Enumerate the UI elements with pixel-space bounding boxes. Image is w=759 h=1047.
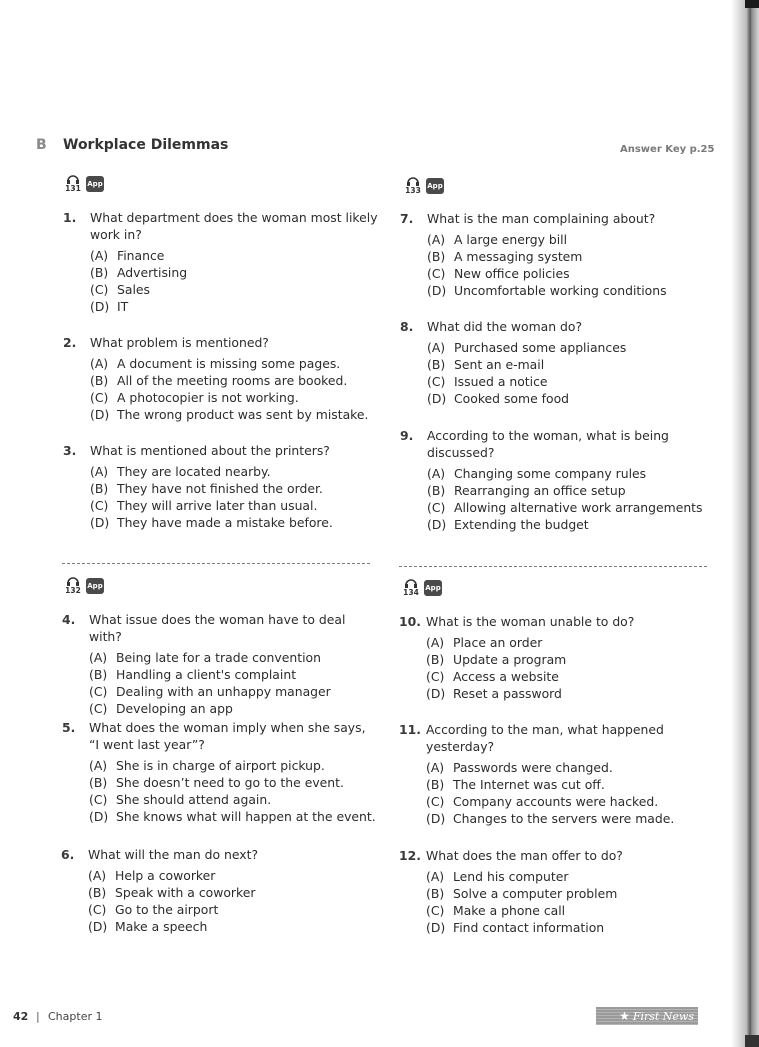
question-number: 11. bbox=[399, 722, 421, 737]
option-text: A document is missing some pages. bbox=[117, 356, 341, 371]
option-text: Rearranging an office setup bbox=[454, 483, 626, 498]
option-letter: (C) bbox=[426, 669, 445, 684]
option-text: They are located nearby. bbox=[117, 464, 271, 479]
app-icon: App bbox=[424, 580, 442, 596]
audio-track-badge bbox=[402, 579, 442, 597]
answer-option bbox=[90, 389, 375, 406]
option-text: Developing an app bbox=[116, 701, 233, 716]
answer-option bbox=[89, 808, 376, 825]
option-text: Advertising bbox=[117, 265, 188, 280]
option-text: They have made a mistake before. bbox=[117, 515, 333, 530]
option-text: Find contact information bbox=[453, 920, 605, 935]
option-text: Make a phone call bbox=[453, 903, 566, 918]
option-text: Help a coworker bbox=[115, 868, 216, 883]
option-letter: (C) bbox=[89, 701, 108, 716]
answer-option bbox=[90, 355, 375, 372]
answer-option bbox=[427, 516, 712, 533]
option-letter: (B) bbox=[426, 777, 445, 792]
option-text: Sales bbox=[117, 282, 150, 297]
option-letter: (D) bbox=[90, 515, 110, 530]
page-number: 42 bbox=[13, 1010, 29, 1023]
answer-option bbox=[426, 810, 711, 827]
option-letter: (D) bbox=[426, 920, 446, 935]
option-text: Sent an e-mail bbox=[454, 357, 545, 372]
answer-option bbox=[427, 465, 712, 482]
option-text: Being late for a trade convention bbox=[116, 650, 321, 665]
option-text: Issued a notice bbox=[454, 374, 548, 389]
answer-option bbox=[426, 776, 711, 793]
answer-option bbox=[427, 373, 712, 390]
answer-option bbox=[88, 901, 373, 918]
question-item bbox=[399, 613, 711, 702]
question-text: According to the man, what happened yesterday? bbox=[426, 722, 664, 754]
option-text: A photocopier is not working. bbox=[117, 390, 299, 405]
answer-option bbox=[427, 499, 712, 516]
option-letter: (C) bbox=[427, 266, 446, 281]
answer-key-reference: Answer Key p.25 bbox=[620, 144, 715, 155]
option-text: She knows what will happen at the event. bbox=[116, 809, 376, 824]
option-text: Cooked some food bbox=[454, 391, 570, 406]
option-letter: (A) bbox=[426, 635, 445, 650]
option-text: Purchased some appliances bbox=[454, 340, 627, 355]
audio-track-badge bbox=[404, 177, 444, 195]
answer-option bbox=[89, 791, 376, 808]
option-text: They will arrive later than usual. bbox=[117, 498, 318, 513]
option-letter: (A) bbox=[427, 340, 446, 355]
answer-option bbox=[90, 497, 375, 514]
option-letter: (B) bbox=[90, 481, 109, 496]
option-letter: (C) bbox=[89, 684, 108, 699]
option-letter: (D) bbox=[426, 811, 446, 826]
answer-option bbox=[89, 700, 374, 717]
question-text: What is mentioned about the printers? bbox=[90, 443, 330, 458]
option-letter: (C) bbox=[427, 500, 446, 515]
option-letter: (D) bbox=[427, 517, 447, 532]
option-text: IT bbox=[117, 299, 129, 314]
divider bbox=[399, 566, 707, 567]
answer-option bbox=[90, 514, 375, 531]
answer-option bbox=[426, 685, 711, 702]
star-icon: ★ bbox=[619, 1009, 630, 1023]
question-text: What is the man complaining about? bbox=[427, 211, 656, 226]
answer-option bbox=[89, 683, 374, 700]
option-letter: (D) bbox=[88, 919, 108, 934]
answer-option bbox=[90, 406, 375, 423]
audio-track-badge bbox=[64, 577, 104, 595]
option-letter: (B) bbox=[427, 249, 446, 264]
answer-option bbox=[426, 759, 711, 776]
option-text: Finance bbox=[117, 248, 165, 263]
question-text: What did the woman do? bbox=[427, 319, 583, 334]
chapter-label: Chapter 1 bbox=[48, 1010, 103, 1023]
option-text: Changes to the servers were made. bbox=[453, 811, 675, 826]
answer-option bbox=[426, 885, 711, 902]
option-letter: (A) bbox=[88, 868, 107, 883]
question-item bbox=[62, 611, 374, 717]
option-text: Changing some company rules bbox=[454, 466, 647, 481]
option-letter: (B) bbox=[426, 886, 445, 901]
answer-option bbox=[427, 231, 712, 248]
answer-option bbox=[427, 248, 712, 265]
app-icon: App bbox=[86, 176, 104, 192]
question-text: What is the woman unable to do? bbox=[426, 614, 635, 629]
answer-option bbox=[426, 793, 711, 810]
headphone-icon bbox=[404, 579, 418, 588]
answer-option bbox=[90, 264, 380, 281]
answer-option bbox=[90, 298, 380, 315]
option-text: Place an order bbox=[453, 635, 543, 650]
question-text: What does the man offer to do? bbox=[426, 848, 623, 863]
answer-option bbox=[90, 247, 380, 264]
section-title: Workplace Dilemmas bbox=[63, 137, 229, 153]
option-letter: (D) bbox=[426, 686, 446, 701]
option-text: Lend his computer bbox=[453, 869, 569, 884]
answer-option bbox=[426, 868, 711, 885]
option-text: Uncomfortable working conditions bbox=[454, 283, 667, 298]
question-item bbox=[400, 318, 712, 407]
question-number: 5. bbox=[62, 720, 76, 735]
option-letter: (B) bbox=[90, 373, 109, 388]
question-number: 4. bbox=[62, 612, 76, 627]
option-text: Passwords were changed. bbox=[453, 760, 613, 775]
answer-option bbox=[426, 668, 711, 685]
option-letter: (B) bbox=[427, 357, 446, 372]
answer-option bbox=[88, 884, 373, 901]
answer-option bbox=[426, 902, 711, 919]
answer-option bbox=[88, 867, 373, 884]
option-letter: (A) bbox=[90, 248, 109, 263]
option-letter: (B) bbox=[88, 885, 107, 900]
option-letter: (A) bbox=[90, 356, 109, 371]
option-text: New office policies bbox=[454, 266, 570, 281]
answer-option bbox=[89, 757, 376, 774]
headphone-icon bbox=[66, 577, 80, 586]
answer-option bbox=[90, 480, 375, 497]
track-number: 132 bbox=[65, 586, 81, 595]
option-letter: (C) bbox=[426, 903, 445, 918]
section-letter: B bbox=[36, 137, 47, 153]
option-letter: (B) bbox=[90, 265, 109, 280]
option-text: Reset a password bbox=[453, 686, 562, 701]
track-number: 134 bbox=[403, 588, 419, 597]
question-number: 8. bbox=[400, 319, 414, 334]
answer-option bbox=[427, 282, 712, 299]
question-text: What does the woman imply when she says, “I went last year”? bbox=[89, 720, 366, 752]
option-text: Extending the budget bbox=[454, 517, 589, 532]
question-number: 7. bbox=[400, 211, 414, 226]
answer-option bbox=[426, 651, 711, 668]
option-text: Make a speech bbox=[115, 919, 208, 934]
audio-track-badge bbox=[64, 175, 104, 193]
publisher-name: First News bbox=[632, 1009, 694, 1023]
option-letter: (C) bbox=[427, 374, 446, 389]
answer-option bbox=[426, 919, 711, 936]
option-letter: (A) bbox=[90, 464, 109, 479]
option-text: Access a website bbox=[453, 669, 559, 684]
divider bbox=[62, 563, 370, 564]
question-text: According to the woman, what is being discussed? bbox=[427, 428, 669, 460]
option-text: She is in charge of airport pickup. bbox=[116, 758, 325, 773]
question-number: 2. bbox=[63, 335, 77, 350]
option-letter: (B) bbox=[89, 667, 108, 682]
answer-option bbox=[89, 666, 374, 683]
question-text: What problem is mentioned? bbox=[90, 335, 269, 350]
option-text: Update a program bbox=[453, 652, 567, 667]
option-text: All of the meeting rooms are booked. bbox=[117, 373, 348, 388]
option-letter: (A) bbox=[89, 758, 108, 773]
option-letter: (A) bbox=[426, 869, 445, 884]
question-number: 12. bbox=[399, 848, 421, 863]
answer-option bbox=[89, 774, 376, 791]
option-text: Go to the airport bbox=[115, 902, 219, 917]
question-item bbox=[63, 334, 375, 423]
app-icon: App bbox=[426, 178, 444, 194]
headphone-icon bbox=[66, 175, 80, 184]
option-letter: (C) bbox=[89, 792, 108, 807]
option-letter: (B) bbox=[427, 483, 446, 498]
question-text: What department does the woman most likely work in? bbox=[90, 210, 378, 242]
answer-option bbox=[90, 281, 380, 298]
answer-option bbox=[427, 390, 712, 407]
answer-option bbox=[426, 634, 711, 651]
option-text: Speak with a coworker bbox=[115, 885, 256, 900]
question-item bbox=[61, 846, 373, 935]
answer-option bbox=[427, 482, 712, 499]
answer-option bbox=[88, 918, 373, 935]
track-number: 133 bbox=[405, 186, 421, 195]
option-text: A messaging system bbox=[454, 249, 583, 264]
option-text: Company accounts were hacked. bbox=[453, 794, 659, 809]
question-item bbox=[63, 209, 380, 315]
answer-option bbox=[89, 649, 374, 666]
option-letter: (C) bbox=[426, 794, 445, 809]
answer-option bbox=[427, 265, 712, 282]
publisher-logo bbox=[596, 1007, 698, 1025]
question-item bbox=[400, 427, 712, 533]
option-letter: (C) bbox=[90, 282, 109, 297]
spine-edge bbox=[745, 1035, 759, 1047]
question-number: 6. bbox=[61, 847, 75, 862]
book-spine-shadow bbox=[731, 0, 759, 1047]
question-text: What will the man do next? bbox=[88, 847, 259, 862]
question-text: What issue does the woman have to deal with? bbox=[89, 612, 346, 644]
option-text: She should attend again. bbox=[116, 792, 272, 807]
option-letter: (D) bbox=[427, 391, 447, 406]
question-number: 3. bbox=[63, 443, 77, 458]
option-letter: (B) bbox=[426, 652, 445, 667]
app-icon: App bbox=[86, 578, 104, 594]
question-item bbox=[400, 210, 712, 299]
option-letter: (C) bbox=[88, 902, 107, 917]
option-letter: (D) bbox=[90, 299, 110, 314]
question-item bbox=[399, 847, 711, 936]
option-letter: (A) bbox=[427, 232, 446, 247]
option-letter: (A) bbox=[427, 466, 446, 481]
option-letter: (D) bbox=[89, 809, 109, 824]
answer-option bbox=[90, 372, 375, 389]
option-letter: (B) bbox=[89, 775, 108, 790]
option-letter: (A) bbox=[426, 760, 445, 775]
question-item bbox=[63, 442, 375, 531]
option-letter: (C) bbox=[90, 498, 109, 513]
spine-edge bbox=[745, 0, 759, 8]
option-text: The wrong product was sent by mistake. bbox=[117, 407, 369, 422]
answer-option bbox=[90, 463, 375, 480]
question-number: 1. bbox=[63, 210, 77, 225]
option-text: Solve a computer problem bbox=[453, 886, 618, 901]
option-letter: (A) bbox=[89, 650, 108, 665]
headphone-icon bbox=[406, 177, 420, 186]
question-item bbox=[399, 721, 711, 827]
option-letter: (C) bbox=[90, 390, 109, 405]
option-text: The Internet was cut off. bbox=[453, 777, 605, 792]
option-text: She doesn’t need to go to the event. bbox=[116, 775, 344, 790]
question-item bbox=[62, 719, 376, 825]
footer-separator: | bbox=[36, 1010, 40, 1023]
option-text: Handling a client's complaint bbox=[116, 667, 297, 682]
answer-option bbox=[427, 356, 712, 373]
option-text: Allowing alternative work arrangements bbox=[454, 500, 703, 515]
option-letter: (D) bbox=[90, 407, 110, 422]
option-text: A large energy bill bbox=[454, 232, 568, 247]
option-text: Dealing with an unhappy manager bbox=[116, 684, 331, 699]
track-number: 131 bbox=[65, 184, 81, 193]
question-number: 9. bbox=[400, 428, 414, 443]
answer-option bbox=[427, 339, 712, 356]
question-number: 10. bbox=[399, 614, 421, 629]
option-letter: (D) bbox=[427, 283, 447, 298]
option-text: They have not finished the order. bbox=[117, 481, 323, 496]
